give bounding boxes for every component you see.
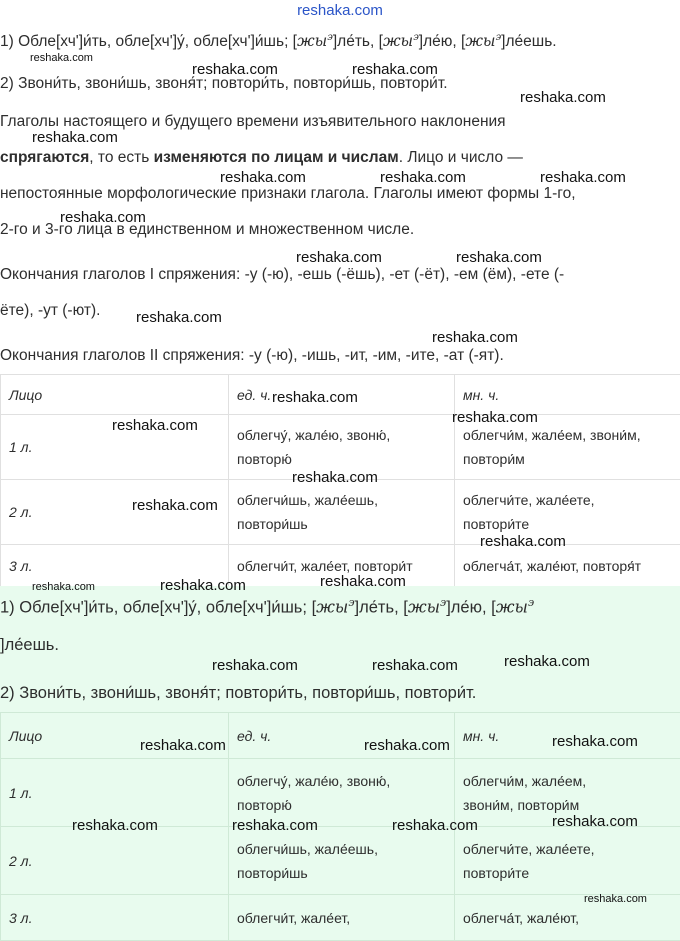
watermark: reshaka.com	[60, 209, 146, 226]
conj1-line: Окончания глаголов I спряжения: -у (-ю), -ешь (-ёшь), -ет (-ёт), -ем (ём), -ете (-	[0, 266, 564, 284]
watermark: reshaka.com	[192, 61, 278, 78]
answer-line-1-cont: ]ле́ешь.	[0, 636, 59, 655]
header-cell: ед. ч.	[229, 375, 455, 415]
watermark: reshaka.com	[552, 733, 638, 750]
singular-cell: облегчи́шь, жале́ешь, повтори́шь	[229, 480, 455, 545]
person-cell: 3 л.	[1, 545, 229, 587]
table-row	[1, 895, 680, 941]
paragraph-line: Глаголы настоящего и будущего времени изъявительного наклонения	[0, 113, 506, 131]
header-cell: Лицо	[1, 375, 229, 415]
table-row	[1, 827, 680, 895]
watermark: reshaka.com	[380, 169, 466, 186]
watermark: reshaka.com	[272, 389, 358, 406]
watermark: reshaka.com	[212, 657, 298, 674]
watermark: reshaka.com	[352, 61, 438, 78]
watermark: reshaka.com	[520, 89, 606, 106]
table-row	[1, 480, 680, 545]
paragraph-line: 2-го и 3-го лица в единственном и множественном числе.	[0, 221, 414, 239]
answer-line-2: 2) Звони́ть, звони́шь, звоня́т; повтори́ть, повтори́шь, повтори́т.	[0, 684, 476, 703]
watermark: reshaka.com	[456, 249, 542, 266]
plural-cell: облегчи́м, жале́ем, звони́м, повтори́м	[455, 415, 680, 480]
paragraph-line: непостоянные морфологические признаки глагола. Глаголы имеют формы 1-го,	[0, 185, 576, 203]
plural-cell: облегча́т, жале́ют,	[455, 895, 680, 941]
watermark: reshaka.com	[232, 817, 318, 834]
plural-cell: облегча́т, жале́ют, повторя́т	[455, 545, 680, 587]
singular-cell: облегчи́т, жале́ет, повтори́т	[229, 545, 455, 587]
person-cell: 1 л.	[1, 759, 229, 827]
watermark: reshaka.com	[72, 817, 158, 834]
watermark: reshaka.com	[540, 169, 626, 186]
watermark: reshaka.com	[112, 417, 198, 434]
person-cell: 3 л.	[1, 895, 229, 941]
header-cell: мн. ч.	[455, 713, 680, 759]
transcription-line-1: 1) Обле[хч']и́ть, обле[хч']у́, обле[хч']и́шь; $[жы^э]ле́ть$, $[жы^э]ле́ю$, $[жы^э]ле́ешь$.	[0, 32, 557, 51]
watermark: reshaka.com	[392, 817, 478, 834]
singular-cell: облегчу́, жале́ю, звоню́, повторю́	[229, 415, 455, 480]
watermark: reshaka.com	[296, 249, 382, 266]
watermark: reshaka.com	[292, 469, 378, 486]
answer-panel	[0, 586, 680, 940]
watermark: reshaka.com	[432, 329, 518, 346]
paragraph-line: спрягаются, то есть изменяются по лицам и числам. Лицо и число —	[0, 149, 523, 167]
singular-cell: облегчи́шь, жале́ешь, повтори́шь	[229, 827, 455, 895]
watermark: reshaka.com	[32, 129, 118, 146]
singular-cell: облегчи́т, жале́ет,	[229, 895, 455, 941]
watermark: reshaka.com	[220, 169, 306, 186]
person-cell: 2 л.	[1, 827, 229, 895]
watermark: reshaka.com	[364, 737, 450, 754]
transcription-line-2: 2) Звони́ть, звони́шь, звоня́т; повтори́ть, повтори́шь, повтори́т.	[0, 75, 448, 93]
answer-line-1: 1) Обле[хч']и́ть, обле[хч']у́, обле[хч']и́шь; $[жы^э]ле́ть$, $[жы^э]ле́ю$, [$жы^э$	[0, 596, 534, 618]
plural-cell: облегчи́те, жале́ете, повтори́те	[455, 480, 680, 545]
header-cell: мн. ч.	[455, 375, 680, 415]
watermark: reshaka.com	[452, 409, 538, 426]
watermark: reshaka.com	[132, 497, 218, 514]
watermark: reshaka.com	[136, 309, 222, 326]
watermark: reshaka.com	[32, 581, 95, 593]
header-cell: ед. ч.	[229, 713, 455, 759]
conj2-line: Окончания глаголов II спряжения: -у (-ю), -ишь, -ит, -им, -ите, -ат (-ят).	[0, 347, 504, 365]
person-cell: 1 л.	[1, 415, 229, 480]
site-header[interactable]: reshaka.com	[0, 2, 680, 19]
watermark: reshaka.com	[504, 653, 590, 670]
singular-cell: облегчу́, жале́ю, звоню́, повторю́	[229, 759, 455, 827]
watermark: reshaka.com	[552, 813, 638, 830]
header-cell: Лицо	[1, 713, 229, 759]
watermark: reshaka.com	[160, 577, 246, 594]
watermark: reshaka.com	[372, 657, 458, 674]
conj1-line: ёте), -ут (-ют).	[0, 302, 100, 320]
person-cell: 2 л.	[1, 480, 229, 545]
watermark: reshaka.com	[140, 737, 226, 754]
watermark: reshaka.com	[480, 533, 566, 550]
plural-cell: облегчи́те, жале́ете, повтори́те	[455, 827, 680, 895]
watermark: reshaka.com	[30, 52, 93, 64]
watermark: reshaka.com	[320, 573, 406, 590]
plural-cell: облегчи́м, жале́ем, звони́м, повтори́м	[455, 759, 680, 827]
watermark: reshaka.com	[584, 893, 647, 905]
